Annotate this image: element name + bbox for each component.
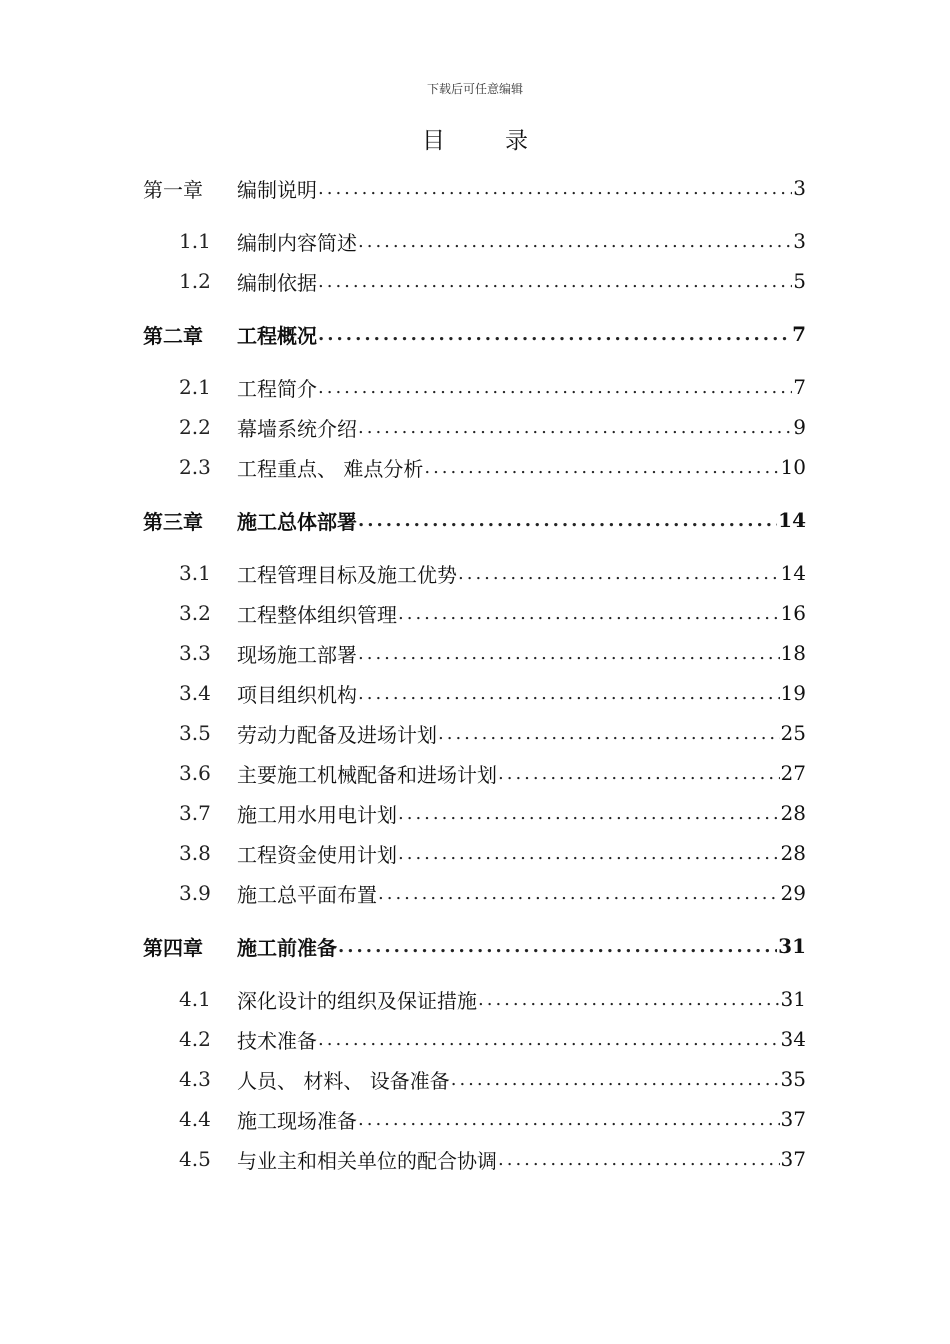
toc-leader-dots	[478, 989, 780, 1010]
toc-entry-page: 34	[780, 1027, 806, 1051]
toc-entry-title: 工程管理目标及施工优势	[237, 562, 457, 587]
toc-entry-page: 28	[780, 841, 806, 865]
toc-entry-title: 编制依据	[237, 270, 317, 295]
toc-entry-title: 工程简介	[237, 376, 317, 401]
toc-entry-page: 37	[780, 1107, 806, 1131]
toc-leader-dots	[378, 883, 780, 904]
toc-entry-number: 3.1	[179, 561, 211, 585]
toc-entry-page: 25	[780, 721, 806, 745]
toc-entry-number: 4.2	[179, 1027, 211, 1051]
toc-entry-section[interactable]	[143, 798, 806, 828]
toc-entry-title: 技术准备	[237, 1028, 317, 1053]
toc-entry-section[interactable]	[143, 984, 806, 1014]
toc-entry-number: 1.2	[179, 269, 211, 293]
toc-entry-section[interactable]	[143, 838, 806, 868]
toc-entry-section[interactable]	[143, 372, 806, 402]
toc-entry-page: 14	[780, 561, 806, 585]
toc-leader-dots	[338, 936, 777, 957]
toc-entry-page: 35	[780, 1067, 806, 1091]
toc-entry-section[interactable]	[143, 638, 806, 668]
toc-entry-number: 第四章	[143, 935, 203, 960]
toc-entry-page: 29	[780, 881, 806, 905]
toc-entry-title: 施工前准备	[237, 935, 337, 960]
toc-entry-chapter[interactable]	[143, 505, 806, 535]
toc-entry-number: 第三章	[143, 509, 203, 534]
toc-entry-page: 7	[792, 322, 806, 346]
toc-entry-title: 人员、 材料、 设备准备	[237, 1068, 450, 1093]
toc-leader-dots	[358, 231, 792, 252]
toc-entry-page: 3	[793, 229, 806, 253]
toc-entry-page: 19	[780, 681, 806, 705]
toc-entry-title: 施工总平面布置	[237, 882, 377, 907]
toc-entry-number: 3.5	[179, 721, 211, 745]
toc-leader-dots	[358, 683, 780, 704]
toc-entry-section[interactable]	[143, 226, 806, 256]
toc-entry-title: 施工现场准备	[237, 1108, 357, 1133]
toc-leader-dots	[498, 763, 780, 784]
toc-entry-page: 3	[793, 176, 806, 200]
toc-entry-number: 4.5	[179, 1147, 211, 1171]
toc-entry-section[interactable]	[143, 558, 806, 588]
toc-leader-dots	[398, 843, 780, 864]
toc-entry-title: 施工用水用电计划	[237, 802, 397, 827]
toc-entry-number: 第一章	[143, 177, 203, 202]
toc-entry-section[interactable]	[143, 718, 806, 748]
toc-entry-page: 7	[793, 375, 806, 399]
toc-entry-chapter[interactable]	[143, 173, 806, 203]
toc-entry-section[interactable]	[143, 878, 806, 908]
toc-entry-title: 劳动力配备及进场计划	[237, 722, 437, 747]
toc-entry-section[interactable]	[143, 1064, 806, 1094]
toc-entry-section[interactable]	[143, 678, 806, 708]
toc-leader-dots	[358, 510, 777, 531]
toc-entry-page: 18	[780, 641, 806, 665]
toc-entry-page: 27	[780, 761, 806, 785]
toc-entry-number: 2.3	[179, 455, 211, 479]
toc-entry-page: 28	[780, 801, 806, 825]
toc-entry-section[interactable]	[143, 1104, 806, 1134]
toc-entry-number: 3.4	[179, 681, 211, 705]
toc-entry-number: 3.8	[179, 841, 211, 865]
toc-leader-dots	[424, 457, 779, 478]
toc-entry-number: 2.1	[179, 375, 211, 399]
toc-leader-dots	[318, 1029, 780, 1050]
toc-entry-section[interactable]	[143, 1024, 806, 1054]
toc-leader-dots	[318, 324, 791, 345]
toc-entry-section[interactable]	[143, 598, 806, 628]
toc-entry-number: 2.2	[179, 415, 211, 439]
toc-entry-page: 5	[793, 269, 806, 293]
toc-leader-dots	[318, 271, 792, 292]
toc-leader-dots	[451, 1069, 780, 1090]
toc-entry-section[interactable]	[143, 452, 806, 482]
toc-entry-title: 工程整体组织管理	[237, 602, 397, 627]
toc-entry-page: 10	[780, 455, 806, 479]
page-header-note: 下载后可任意编辑	[426, 82, 523, 96]
toc-entry-title: 编制内容简述	[237, 230, 357, 255]
toc-entry-number: 3.3	[179, 641, 211, 665]
toc-entry-chapter[interactable]	[143, 931, 806, 961]
toc-entry-section[interactable]	[143, 758, 806, 788]
toc-leader-dots	[438, 723, 780, 744]
toc-entry-title: 项目组织机构	[237, 682, 357, 707]
toc-leader-dots	[358, 417, 792, 438]
toc-leader-dots	[458, 563, 780, 584]
toc-entry-number: 4.4	[179, 1107, 211, 1131]
toc-entry-number: 3.6	[179, 761, 211, 785]
toc-leader-dots	[318, 377, 792, 398]
toc-entry-chapter[interactable]	[143, 319, 806, 349]
title-char-right: 录	[505, 128, 528, 154]
toc-entry-title: 现场施工部署	[237, 642, 357, 667]
toc-leader-dots	[498, 1149, 780, 1170]
toc-leader-dots	[358, 1109, 780, 1130]
toc-entry-page: 14	[778, 508, 806, 532]
toc-leader-dots	[398, 803, 780, 824]
toc-entry-title: 幕墙系统介绍	[237, 416, 357, 441]
toc-entry-title: 工程资金使用计划	[237, 842, 397, 867]
toc-entry-title: 主要施工机械配备和进场计划	[237, 762, 497, 787]
toc-entry-title: 深化设计的组织及保证措施	[237, 988, 477, 1013]
toc-entry-number: 1.1	[179, 229, 211, 253]
toc-entry-page: 37	[780, 1147, 806, 1171]
toc-leader-dots	[398, 603, 780, 624]
toc-leader-dots	[318, 178, 792, 199]
toc-entry-number: 3.9	[179, 881, 211, 905]
toc-entry-page: 16	[780, 601, 806, 625]
toc-leader-dots	[358, 643, 780, 664]
toc-entry-page: 9	[793, 415, 806, 439]
toc-entry-page: 31	[778, 934, 806, 958]
title-char-left: 目	[422, 128, 445, 154]
toc-entry-section[interactable]	[143, 1144, 806, 1174]
toc-entry-title: 施工总体部署	[237, 509, 357, 534]
toc-entry-number: 4.3	[179, 1067, 211, 1091]
toc-entry-title: 编制说明	[237, 177, 317, 202]
toc-entry-number: 4.1	[179, 987, 211, 1011]
toc-entry-section[interactable]	[143, 266, 806, 296]
toc-entry-number: 第二章	[143, 323, 203, 348]
toc-entry-title: 与业主和相关单位的配合协调	[237, 1148, 497, 1173]
toc-entry-title: 工程概况	[237, 323, 317, 348]
toc-entry-page: 31	[780, 987, 806, 1011]
toc-entry-section[interactable]	[143, 412, 806, 442]
toc-entry-number: 3.7	[179, 801, 211, 825]
toc-entry-title: 工程重点、 难点分析	[237, 456, 424, 481]
toc-entry-number: 3.2	[179, 601, 211, 625]
